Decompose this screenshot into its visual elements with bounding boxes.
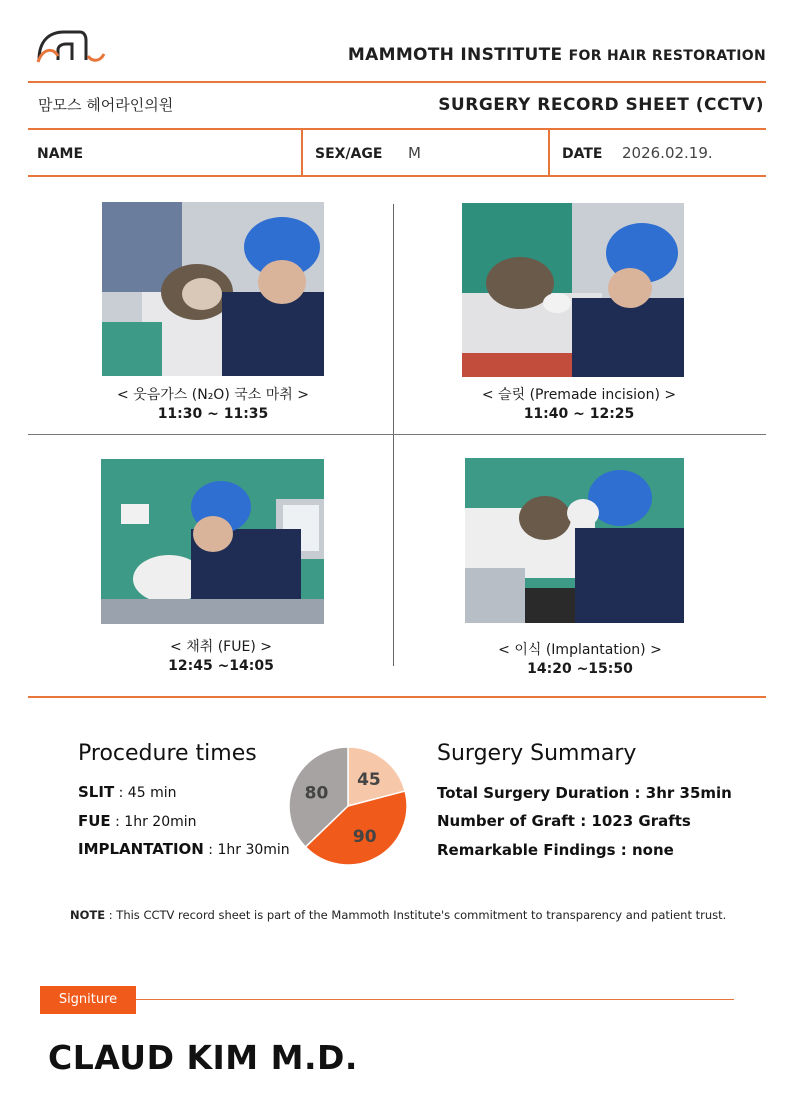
clinic-korean-name: 맘모스 헤어라인의원 <box>38 96 174 114</box>
summary-grafts: Number of Graft : 1023 Grafts <box>437 812 691 830</box>
caption-implantation-time: 14:20 ~15:50 <box>527 661 633 677</box>
sexage-value: M <box>408 144 421 162</box>
photo-grid-vertical <box>393 204 394 666</box>
procedure-item-implantation-value: : 1hr 30min <box>203 842 290 858</box>
institute-sub: FOR HAIR RESTORATION <box>568 48 766 64</box>
summary-findings: Remarkable Findings : none <box>437 841 674 859</box>
procedure-pie-chart <box>288 746 408 866</box>
cctv-photo-implantation <box>465 458 684 623</box>
caption-slit-title: < 슬릿 (Premade incision) > <box>481 387 677 403</box>
caption-anesthesia <box>102 386 324 424</box>
divider-photos <box>28 696 766 698</box>
mammoth-logo <box>36 26 108 66</box>
caption-slit <box>454 386 704 424</box>
procedure-item-fue-label: FUE <box>78 812 111 830</box>
procedure-item-fue <box>78 812 197 830</box>
procedure-item-slit <box>78 783 176 801</box>
procedure-item-slit-value: : 45 min <box>114 785 177 801</box>
name-label: NAME <box>37 146 84 162</box>
caption-anesthesia-time: 11:30 ~ 11:35 <box>157 406 269 422</box>
date-label: DATE <box>562 146 603 162</box>
photo-grid-horizontal <box>28 434 766 435</box>
caption-fue <box>101 638 341 676</box>
pie-svg <box>288 746 408 866</box>
divider-header <box>28 128 766 130</box>
note-text: : This CCTV record sheet is part of the Mammoth Institute's commitment to transparency and patient trust. <box>105 908 727 922</box>
signature-line <box>136 999 734 1000</box>
sheet-title: SURGERY RECORD SHEET (CCTV) <box>438 95 764 115</box>
caption-fue-time: 12:45 ~14:05 <box>168 658 274 674</box>
pie-label-1: 90 <box>352 826 377 847</box>
cctv-photo-fue <box>101 459 324 624</box>
signature-badge: Signiture <box>40 986 136 1014</box>
procedure-item-implantation-label: IMPLANTATION <box>78 840 204 858</box>
divider-fields <box>28 175 766 177</box>
caption-slit-time: 11:40 ~ 12:25 <box>523 406 635 422</box>
note <box>70 908 726 922</box>
caption-implantation <box>460 641 700 679</box>
caption-implantation-title: < 이식 (Implantation) > <box>498 642 662 658</box>
date-value: 2026.02.19. <box>622 144 713 162</box>
procedure-item-fue-value: : 1hr 20min <box>110 814 197 830</box>
doctor-name: CLAUD KIM M.D. <box>48 1038 358 1077</box>
sexage-label: SEX/AGE <box>315 146 383 162</box>
summary-duration: Total Surgery Duration : 3hr 35min <box>437 784 732 802</box>
divider-top <box>28 81 766 83</box>
cctv-photo-slit <box>462 203 684 377</box>
caption-anesthesia-title: < 웃음가스 (N₂O) 국소 마취 > <box>117 387 309 403</box>
summary-heading: Surgery Summary <box>437 741 637 766</box>
cctv-photo-anesthesia <box>102 202 324 376</box>
procedure-item-slit-label: SLIT <box>78 783 115 801</box>
pie-label-0: 45 <box>357 769 381 790</box>
field-divider-2 <box>548 129 550 176</box>
procedure-heading: Procedure times <box>78 741 257 766</box>
note-label: NOTE <box>70 908 106 922</box>
procedure-item-implantation <box>78 840 290 858</box>
institute-main: MAMMOTH INSTITUTE <box>347 45 563 65</box>
field-divider-1 <box>301 129 303 176</box>
caption-fue-title: < 채취 (FUE) > <box>170 639 272 655</box>
pie-label-2: 80 <box>304 783 329 804</box>
institute-name <box>348 45 766 65</box>
